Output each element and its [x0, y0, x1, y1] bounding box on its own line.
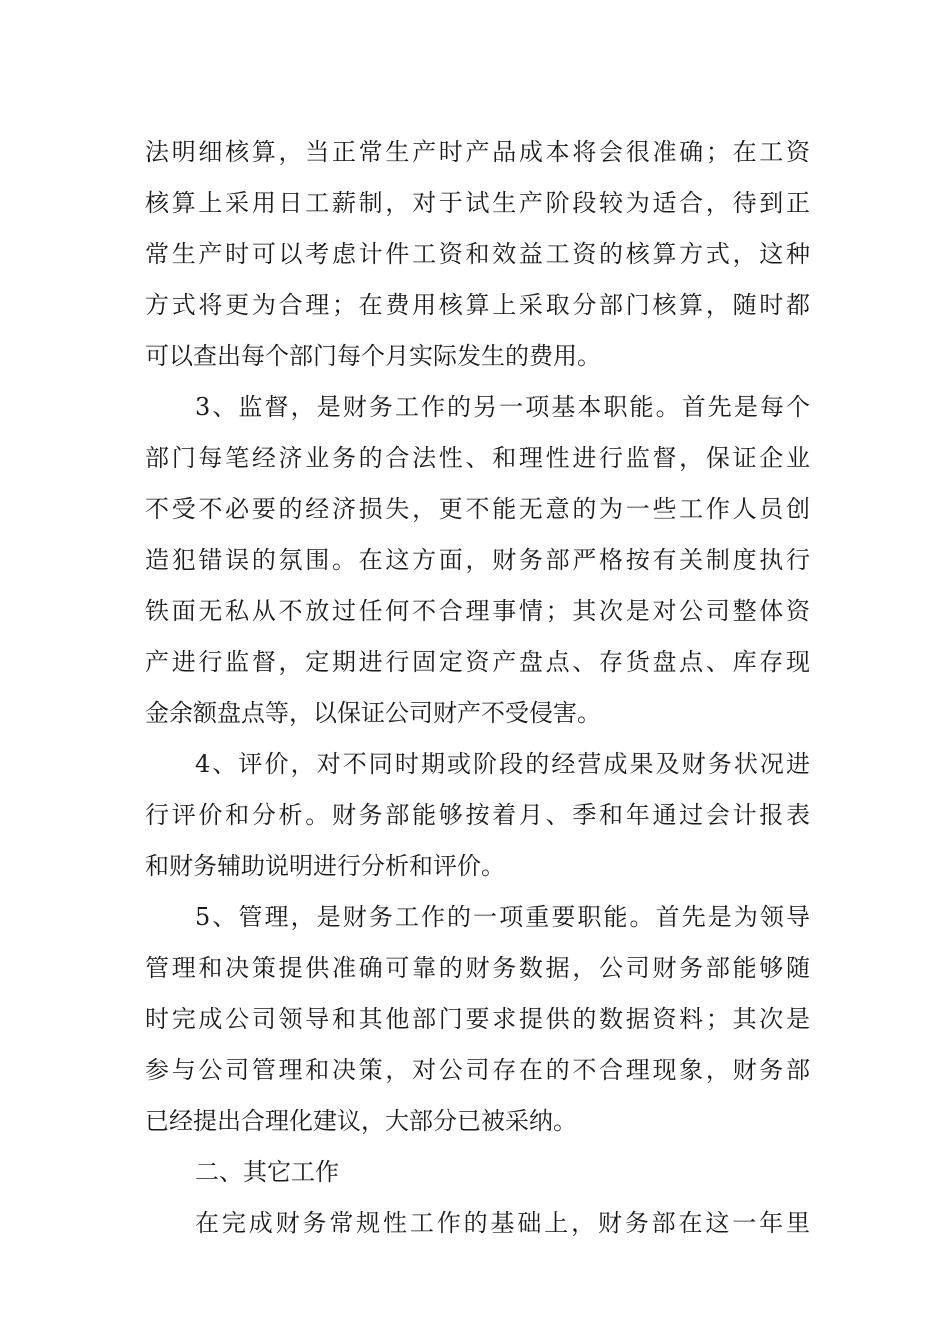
text-line: 在完成财务常规性工作的基础上，财务部在这一年里	[195, 1209, 810, 1237]
text-line: 二、其它工作	[195, 1158, 339, 1186]
text-line: 可以查出每个部门每个月实际发生的费用。	[145, 342, 601, 370]
text-line: 和财务辅助说明进行分析和评价。	[145, 852, 505, 880]
text-line: 部门每笔经济业务的合法性、和理性进行监督，保证企业	[145, 444, 810, 472]
text-line: 金余额盘点等，以保证公司财产不受侵害。	[145, 699, 601, 727]
text-line: 已经提出合理化建议，大部分已被采纳。	[145, 1107, 577, 1135]
text-line: 方式将更为合理；在费用核算上采取分部门核算，随时都	[145, 291, 810, 319]
text-line: 铁面无私从不放过任何不合理事情；其次是对公司整体资	[145, 597, 810, 625]
document-page	[145, 127, 810, 1249]
text-line: 时完成公司领导和其他部门要求提供的数据资料；其次是	[145, 1005, 810, 1033]
text-line: 行评价和分析。财务部能够按着月、季和年通过会计报表	[145, 801, 810, 829]
text-line: 管理和决策提供准确可靠的财务数据，公司财务部能够随	[145, 954, 810, 982]
text-line: 核算上采用日工薪制，对于试生产阶段较为适合，待到正	[145, 189, 810, 217]
text-line: 常生产时可以考虑计件工资和效益工资的核算方式，这种	[145, 240, 810, 268]
text-line: 法明细核算，当正常生产时产品成本将会很准确；在工资	[145, 138, 810, 166]
text-line: 不受不必要的经济损失，更不能无意的为一些工作人员创	[145, 495, 810, 523]
text-line: 产进行监督，定期进行固定资产盘点、存货盘点、库存现	[145, 648, 810, 676]
text-line: 3、监督，是财务工作的另一项基本职能。首先是每个	[195, 393, 810, 421]
text-line: 5、管理，是财务工作的一项重要职能。首先是为领导	[195, 903, 810, 931]
text-line: 4、评价，对不同时期或阶段的经营成果及财务状况进	[195, 750, 810, 778]
text-line: 造犯错误的氛围。在这方面，财务部严格按有关制度执行	[145, 546, 810, 574]
text-line: 参与公司管理和决策，对公司存在的不合理现象，财务部	[145, 1056, 810, 1084]
